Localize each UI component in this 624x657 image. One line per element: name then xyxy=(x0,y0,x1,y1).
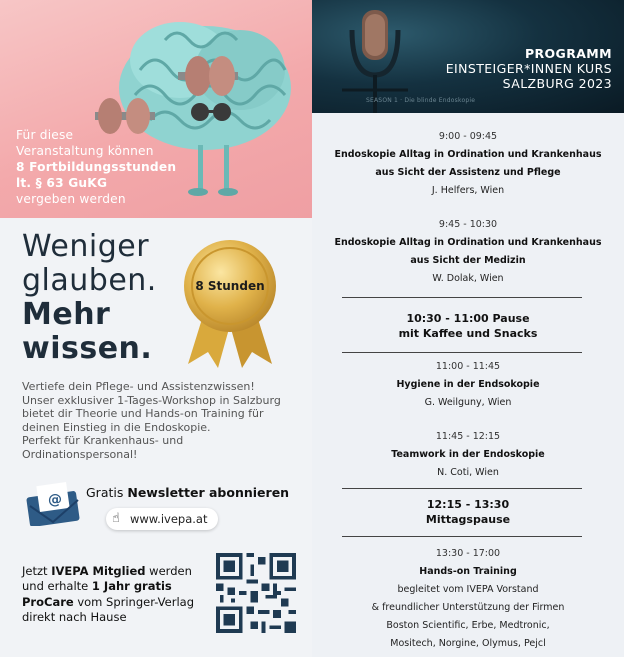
item-detail: Mositech, Norgine, Olymus, Pejcl xyxy=(390,638,546,649)
medal-label: 8 Stunden xyxy=(195,279,265,293)
break-time: 10:30 - 11:00 Pause xyxy=(406,312,530,325)
item-speaker: J. Helfers, Wien xyxy=(431,185,505,196)
headline-line: glauben. xyxy=(22,263,157,298)
headline xyxy=(22,230,157,366)
break-item xyxy=(312,497,624,527)
member-text: vom Springer-Verlag xyxy=(73,594,195,609)
image-caption: SEASON 1 · Die blinde Endoskopie xyxy=(366,97,476,104)
item-time: 9:00 - 09:45 xyxy=(438,131,498,142)
divider xyxy=(342,297,582,298)
item-detail: begleitet vom IVEPA Vorstand xyxy=(397,584,539,595)
hero-image-panel xyxy=(0,0,312,218)
newsletter-title xyxy=(86,485,289,500)
course-description xyxy=(22,380,302,462)
program-title-line: SALZBURG 2023 xyxy=(502,76,612,91)
divider xyxy=(342,536,582,537)
hand-pointer-icon: ☝ xyxy=(112,511,120,526)
break-item xyxy=(312,311,624,341)
member-text: werden xyxy=(145,564,192,578)
svg-text:@: @ xyxy=(48,492,62,508)
envelope-icon xyxy=(26,482,80,526)
desc-line: Perfekt für Krankenhaus- und xyxy=(22,434,184,448)
newsletter-link[interactable] xyxy=(106,508,218,530)
membership-offer xyxy=(22,564,202,626)
program-title-line: PROGRAMM xyxy=(524,46,612,61)
divider xyxy=(342,488,582,489)
schedule-item xyxy=(312,128,624,200)
item-time: 13:30 - 17:00 xyxy=(435,548,501,559)
newsletter-bold: Newsletter abonnieren xyxy=(127,485,290,500)
qr-code[interactable] xyxy=(216,553,296,633)
program-title-line: EINSTEIGER*INNEN KURS xyxy=(445,61,612,76)
item-detail: Boston Scientific, Erbe, Medtronic, xyxy=(386,620,550,631)
hero-bold-hours: 8 Fortbildungsstunden xyxy=(16,160,177,174)
item-title: Endoskopie Alltag in Ordination und Krankenhaus xyxy=(334,237,602,248)
item-speaker: N. Coti, Wien xyxy=(437,467,499,478)
item-title: aus Sicht der Medizin xyxy=(410,255,526,266)
item-time: 11:00 - 11:45 xyxy=(435,361,501,372)
break-time: 12:15 - 13:30 xyxy=(426,498,510,511)
item-title: Hygiene in der Endsokopie xyxy=(396,379,540,390)
newsletter-url[interactable]: www.ivepa.at xyxy=(130,512,208,526)
headline-bold-line: Mehr xyxy=(22,297,111,332)
item-speaker: W. Dolak, Wien xyxy=(432,273,504,284)
desc-line: Ordinationspersonal! xyxy=(22,447,138,461)
item-title: Endoskopie Alltag in Ordination und Krankenhaus xyxy=(334,149,602,160)
schedule-item xyxy=(312,428,624,482)
desc-line: bietet dir Theorie und Hands-on Training für xyxy=(22,407,264,421)
schedule-item xyxy=(312,216,624,288)
hero-bold-law: lt. § 63 GuKG xyxy=(16,176,108,190)
item-detail: & freundlicher Unterstützung der Firmen xyxy=(371,602,565,613)
member-text: direkt nach Hause xyxy=(22,610,127,625)
member-bold: 1 Jahr gratis xyxy=(91,579,172,594)
member-bold: ProCare xyxy=(22,594,74,609)
headline-line: Weniger xyxy=(22,229,150,264)
schedule-item xyxy=(312,358,624,412)
hero-line: vergeben werden xyxy=(16,192,126,206)
newsletter-prefix: Gratis xyxy=(86,485,128,500)
item-title: Hands-on Training xyxy=(419,566,517,577)
desc-line: Unser exklusiver 1-Tages-Workshop in Salzburg xyxy=(22,393,281,407)
desc-line: deinen Einstieg in die Endoskopie. xyxy=(22,420,211,434)
hero-line: Für diese xyxy=(16,128,74,142)
break-label: Mittagspause xyxy=(425,513,511,526)
item-title: Teamwork in der Endoskopie xyxy=(391,449,545,460)
member-text: und erhalte xyxy=(22,579,92,594)
program-title xyxy=(446,46,612,91)
schedule-item xyxy=(312,545,624,653)
item-title: aus Sicht der Assistenz und Pflege xyxy=(375,167,561,178)
item-speaker: G. Weilguny, Wien xyxy=(424,397,512,408)
hero-line: Veranstaltung können xyxy=(16,144,154,158)
hero-credit-text xyxy=(16,127,176,207)
item-time: 11:45 - 12:15 xyxy=(435,431,501,442)
headline-bold-line: wissen. xyxy=(22,331,153,366)
break-label: mit Kaffee und Snacks xyxy=(398,327,538,340)
divider xyxy=(342,352,582,353)
desc-line: Vertiefe dein Pflege- und Assistenzwissen! xyxy=(22,380,255,393)
member-text: Jetzt xyxy=(22,564,52,578)
item-time: 9:45 - 10:30 xyxy=(438,219,498,230)
gold-medal-icon xyxy=(178,236,282,368)
member-bold: IVEPA Mitglied xyxy=(51,564,146,578)
